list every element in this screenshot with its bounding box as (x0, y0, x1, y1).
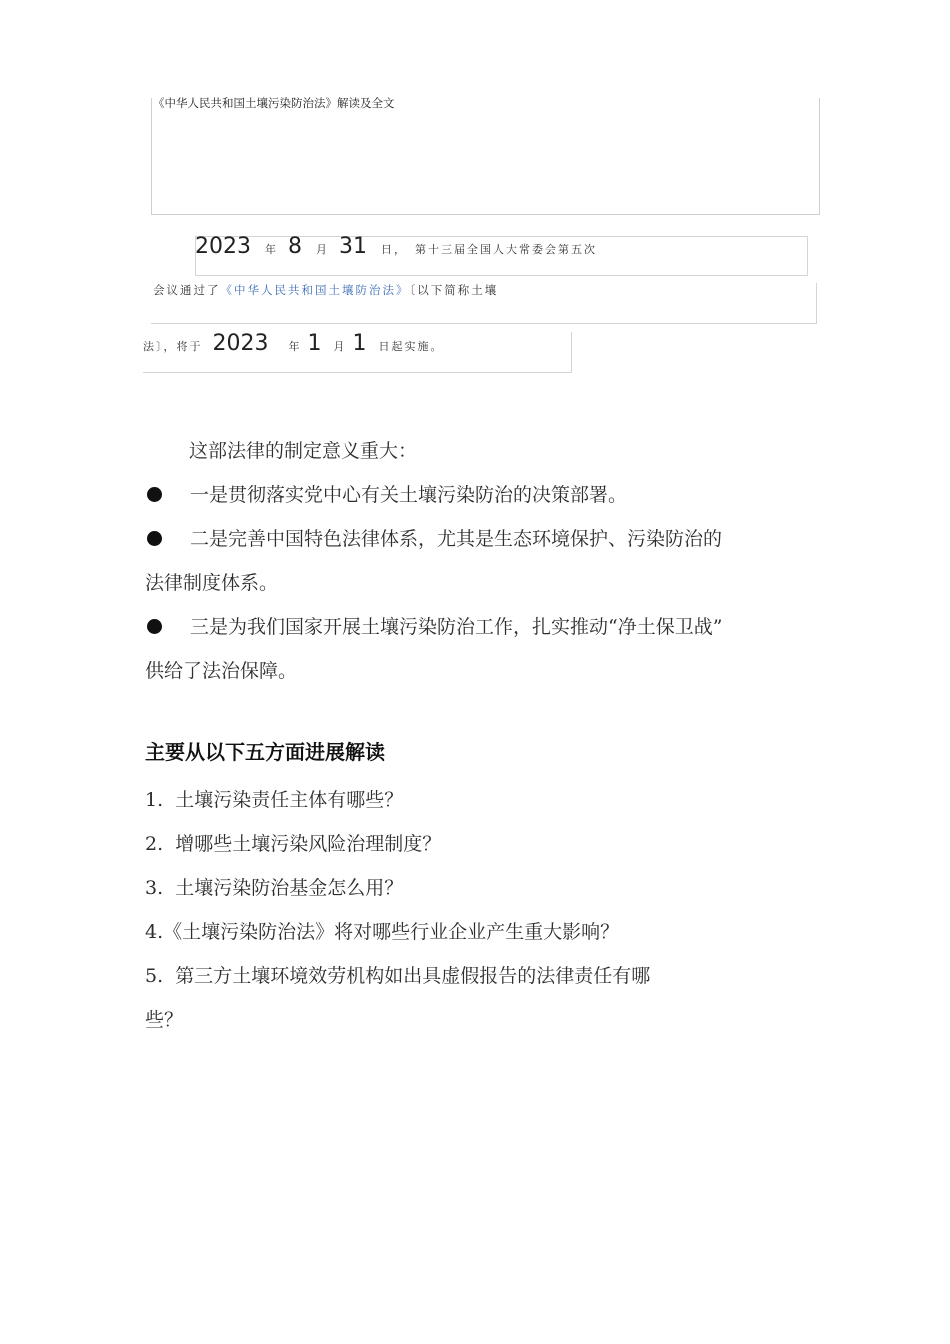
interpretation-item-1: 1. 土壤污染责任主体有哪些？ (145, 789, 404, 811)
intro-adopted-text: 会议通过了 (153, 283, 221, 297)
intro-day-unit: 日， (381, 243, 407, 256)
intro-effective-prefix: 法〕，将于 (143, 340, 203, 353)
significance-point-2-continued: 法律制度体系。 (145, 572, 279, 594)
intro-line-1 (195, 234, 597, 259)
significance-point-text: 二是完善中国特色法律体系，尤其是生态环境保护、污染防治的 (190, 528, 723, 550)
intro-year: 2023 (195, 234, 251, 259)
bullet-icon (147, 619, 162, 634)
effective-year-unit: 年 (288, 340, 302, 353)
significance-point-text: 三是为我们国家开展土壤污染防治工作，扎实推动“净土保卫战” (190, 616, 723, 638)
intro-line-2 (153, 282, 498, 298)
significance-point-2 (147, 524, 722, 551)
intro-month-unit: 月 (316, 243, 329, 256)
bullet-icon (147, 531, 162, 546)
bullet-icon (147, 487, 162, 502)
interpretation-heading: 主要从以下五方面进展解读 (145, 740, 385, 764)
interpretation-item-2: 2. 增哪些土壤污染风险治理制度？ (145, 833, 442, 855)
significance-point-1 (147, 480, 627, 507)
significance-point-text: 一是贯彻落实党中心有关土壤污染防治的决策部署。 (190, 484, 628, 506)
effective-year: 2023 (212, 331, 269, 356)
intro-month: 8 (288, 234, 302, 259)
significance-heading: 这部法律的制定意义重大： (189, 440, 418, 462)
title-frame (151, 98, 820, 215)
effective-day: 1 (352, 331, 367, 356)
intro-congress-text: 第十三届全国人大常委会第五次 (415, 243, 597, 256)
effective-suffix: 日起实施。 (378, 340, 444, 353)
document-title: 《中华人民共和国土壤污染防治法》解读及全文 (153, 96, 395, 110)
intro-abbrev-text: 〔以下简称土壤 (409, 283, 499, 297)
significance-point-3 (147, 612, 722, 639)
intro-line-3 (143, 331, 444, 356)
effective-month-unit: 月 (333, 340, 347, 353)
interpretation-item-5-continued: 些？ (145, 1009, 184, 1031)
intro-year-unit: 年 (265, 243, 278, 256)
significance-point-3-continued: 供给了法治保障。 (145, 660, 298, 682)
interpretation-item-4: 4.《土壤污染防治法》将对哪些行业企业产生重大影响？ (145, 921, 620, 943)
interpretation-item-3: 3. 土壤污染防治基金怎么用？ (145, 877, 404, 899)
effective-month: 1 (307, 331, 322, 356)
interpretation-item-5: 5. 第三方土壤环境效劳机构如出具虚假报告的法律责任有哪 (145, 965, 651, 987)
intro-day: 31 (339, 234, 367, 259)
law-name-link[interactable]: 《中华人民共和国土壤防治法》 (220, 283, 410, 297)
